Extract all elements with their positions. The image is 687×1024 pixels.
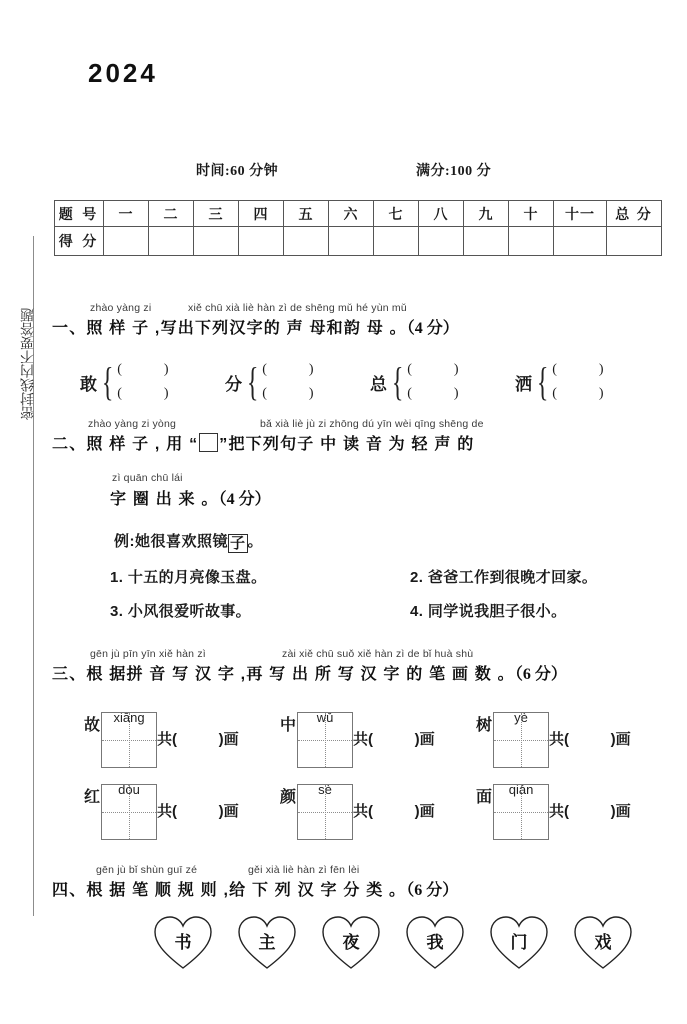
brace-blank-bottom[interactable]: ( ) [117, 386, 169, 401]
question-4-stem: 四、根 据 笔 顺 规 则 ,给 下 列 汉 字 分 类 。 [52, 882, 407, 899]
tianzi-lead-char: 颜 [280, 789, 297, 806]
brace-glyph-icon: { [391, 359, 404, 404]
score-table-score-row [55, 227, 662, 256]
question-2-stem-line-2: 字 圈 出 来 。 [110, 491, 219, 508]
tianzi-grid-box[interactable] [493, 712, 549, 768]
heart-card[interactable] [320, 914, 382, 972]
heart-card[interactable] [236, 914, 298, 972]
question-1-pinyin-b: xiě chū xià liè hàn zì de shēng mǔ hé yùn mǔ [188, 302, 407, 314]
brace-blank-top[interactable]: ( ) [262, 362, 314, 377]
score-table [54, 200, 662, 256]
question-4-pinyin-a: gēn jù bǐ shùn guī zé [96, 864, 198, 876]
question-2-stem-after-box: ”把下列句子 中 读 音 为 轻 声 的 [219, 436, 475, 453]
score-table-col-5: 五 [284, 201, 329, 227]
sentence-item[interactable]: 3. 小风很爱听故事。 [110, 603, 252, 620]
brace-blank-bottom[interactable]: ( ) [262, 386, 314, 401]
brace-glyph-icon: { [536, 359, 549, 404]
brace-blank-bottom[interactable]: ( ) [407, 386, 459, 401]
score-cell-10[interactable] [509, 227, 554, 256]
question-3-stem: 三、根 据拼 音 写 汉 字 ,再 写 出 所 写 汉 字 的 笔 画 数 。 [52, 666, 515, 683]
tianzi-pinyin: dòu [118, 782, 140, 797]
tianzi-box-wrap[interactable] [493, 784, 549, 840]
question-4-heading [52, 864, 660, 904]
tianzi-grid-box[interactable] [493, 784, 549, 840]
tianzi-box-wrap[interactable] [101, 784, 157, 840]
score-cell-7[interactable] [374, 227, 419, 256]
brace-blank-bottom[interactable]: ( ) [552, 386, 604, 401]
question-3-grid [84, 698, 684, 842]
tianzi-pinyin: wǔ [316, 710, 334, 725]
question-3-row [84, 698, 684, 770]
score-cell-11[interactable] [554, 227, 607, 256]
score-table-col-3: 三 [194, 201, 239, 227]
question-2-pinyin-b: bǎ xià liè jù zi zhōng dú yīn wèi qīng shēng de [260, 418, 484, 430]
tianzi-box-wrap[interactable] [101, 712, 157, 768]
heart-char: 戏 [594, 933, 612, 952]
heart-card[interactable] [404, 914, 466, 972]
exam-full-score: 满分:100 分 [416, 164, 492, 179]
question-2-text-line-2 [110, 486, 271, 509]
stroke-count-blank[interactable]: 共( )画 [353, 803, 435, 820]
stroke-count-blank[interactable]: 共( )画 [157, 731, 239, 748]
heart-card[interactable] [572, 914, 634, 972]
answer-box-icon [199, 433, 218, 452]
question-2-text-line-1 [52, 431, 474, 454]
stroke-count-blank[interactable]: 共( )画 [157, 803, 239, 820]
question-3 [52, 648, 660, 820]
question-3-pinyin-b: zài xiě chū suǒ xiě hàn zì de bǐ huà shù [282, 648, 474, 660]
score-table-col-6: 六 [329, 201, 374, 227]
heart-char: 门 [510, 933, 528, 952]
tianzi-item[interactable] [280, 698, 476, 768]
score-table-col-total: 总 分 [607, 201, 662, 227]
heart-char: 我 [426, 933, 444, 952]
question-1-text [52, 315, 459, 338]
question-1-stem: 一、照 样 子 ,写出下列汉字的 声 母和韵 母 。 [52, 320, 407, 337]
sentence-item[interactable]: 4. 同学说我胆子很小。 [410, 603, 567, 620]
score-cell-2[interactable] [149, 227, 194, 256]
tianzi-item[interactable] [84, 770, 280, 840]
score-table-col-4: 四 [239, 201, 284, 227]
tianzi-lead-char: 中 [280, 717, 297, 734]
question-3-points: （6 分） [514, 666, 567, 683]
question-2-example [114, 530, 263, 553]
brace-char: 洒 [515, 374, 532, 394]
sentence-item[interactable]: 2. 爸爸工作到很晚才回家。 [410, 569, 598, 586]
tianzi-grid-box[interactable] [101, 712, 157, 768]
example-prefix: 例:她很喜欢照镜 [114, 533, 228, 550]
heart-card[interactable] [488, 914, 550, 972]
tianzi-box-wrap[interactable] [297, 712, 353, 768]
tianzi-lead-char: 树 [476, 717, 493, 734]
question-3-pinyin-a: gēn jù pīn yīn xiě hàn zì [90, 648, 206, 660]
question-2-sentence-grid [110, 566, 670, 634]
stroke-count-blank[interactable]: 共( )画 [353, 731, 435, 748]
brace-glyph-icon: { [246, 359, 259, 404]
tianzi-box-wrap[interactable] [493, 712, 549, 768]
heart-char: 夜 [342, 933, 360, 952]
tianzi-box-wrap[interactable] [297, 784, 353, 840]
question-4-text [52, 877, 458, 900]
question-1 [52, 302, 660, 404]
brace-char: 敢 [80, 374, 97, 394]
tianzi-item[interactable] [280, 770, 476, 840]
score-table-col-2: 二 [149, 201, 194, 227]
score-table-header-row [55, 201, 662, 227]
question-2-pinyin-c: zì quān chū lái [112, 472, 183, 484]
question-1-pinyin-a: zhào yàng zi [90, 302, 152, 314]
score-cell-4[interactable] [239, 227, 284, 256]
score-cell-total[interactable] [607, 227, 662, 256]
heart-char: 主 [258, 933, 276, 952]
brace-item[interactable] [370, 358, 515, 406]
score-cell-6[interactable] [329, 227, 374, 256]
tianzi-pinyin: yè [514, 710, 528, 725]
exam-meta-row [196, 160, 576, 180]
tianzi-pinyin: xiāng [113, 710, 145, 725]
brace-blanks[interactable] [117, 358, 168, 406]
score-cell-1[interactable] [104, 227, 149, 256]
brace-char: 分 [225, 374, 242, 394]
score-table-col-9: 九 [464, 201, 509, 227]
exam-duration: 时间:60 分钟 [196, 164, 279, 179]
stroke-count-blank[interactable]: 共( )画 [549, 731, 631, 748]
score-table-col-8: 八 [419, 201, 464, 227]
score-table-row-label-question: 题 号 [55, 201, 104, 227]
question-3-text [52, 661, 567, 684]
brace-blanks[interactable] [407, 358, 458, 406]
tianzi-pinyin: qián [508, 782, 534, 797]
question-2-stem-before-box: 二、照 样 子 , 用 “ [52, 436, 199, 453]
brace-blanks[interactable] [552, 358, 603, 406]
question-3-row [84, 770, 684, 842]
score-cell-9[interactable] [464, 227, 509, 256]
score-cell-3[interactable] [194, 227, 239, 256]
question-1-points: （4 分） [406, 320, 459, 337]
question-1-heading [52, 302, 660, 342]
sealing-line-text: 密封线内不要答题 [19, 308, 35, 420]
heart-char: 书 [174, 933, 192, 952]
page-title: 2024 [88, 58, 158, 88]
score-table-row-label-score: 得 分 [55, 227, 104, 256]
brace-item[interactable] [515, 358, 660, 406]
example-suffix: 。 [247, 533, 264, 550]
tianzi-pinyin: sè [318, 782, 332, 797]
tianzi-item[interactable] [476, 698, 672, 768]
question-2-heading-line-2 [52, 458, 660, 508]
brace-char: 总 [370, 374, 387, 394]
score-cell-8[interactable] [419, 227, 464, 256]
question-4-heart-row [152, 914, 672, 972]
brace-blank-top[interactable]: ( ) [407, 362, 459, 377]
tianzi-lead-char: 红 [84, 789, 101, 806]
question-2-points: （4 分） [218, 491, 271, 508]
brace-blanks[interactable] [262, 358, 313, 406]
tianzi-item[interactable] [476, 770, 672, 840]
question-4-pinyin-b: gěi xià liè hàn zì fēn lèi [248, 864, 360, 876]
question-3-heading [52, 648, 660, 688]
score-table-col-10: 十 [509, 201, 554, 227]
tianzi-grid-box[interactable] [297, 712, 353, 768]
tianzi-lead-char: 故 [84, 717, 101, 734]
question-2 [52, 418, 660, 620]
heart-card[interactable] [152, 914, 214, 972]
score-table-col-7: 七 [374, 201, 419, 227]
tianzi-item[interactable] [84, 698, 280, 768]
brace-blank-top[interactable]: ( ) [117, 362, 169, 377]
tianzi-grid-box[interactable] [297, 784, 353, 840]
score-table-col-1: 一 [104, 201, 149, 227]
brace-item[interactable] [80, 358, 225, 406]
brace-blank-top[interactable]: ( ) [552, 362, 604, 377]
tianzi-lead-char: 面 [476, 789, 493, 806]
stroke-count-blank[interactable]: 共( )画 [549, 803, 631, 820]
question-1-answer-row [80, 358, 660, 406]
question-4-points: （6 分） [406, 882, 459, 899]
brace-glyph-icon: { [101, 359, 114, 404]
question-4 [52, 864, 660, 952]
sentence-item[interactable]: 1. 十五的月亮像玉盘。 [110, 569, 267, 586]
score-table-col-11: 十一 [554, 201, 607, 227]
brace-item[interactable] [225, 358, 370, 406]
score-cell-5[interactable] [284, 227, 329, 256]
question-2-pinyin-a: zhào yàng zi yòng [88, 418, 177, 430]
sealing-line-band [0, 0, 42, 1024]
example-boxed-char: 子 [230, 535, 246, 552]
tianzi-grid-box[interactable] [101, 784, 157, 840]
question-2-heading-line-1 [52, 418, 660, 458]
